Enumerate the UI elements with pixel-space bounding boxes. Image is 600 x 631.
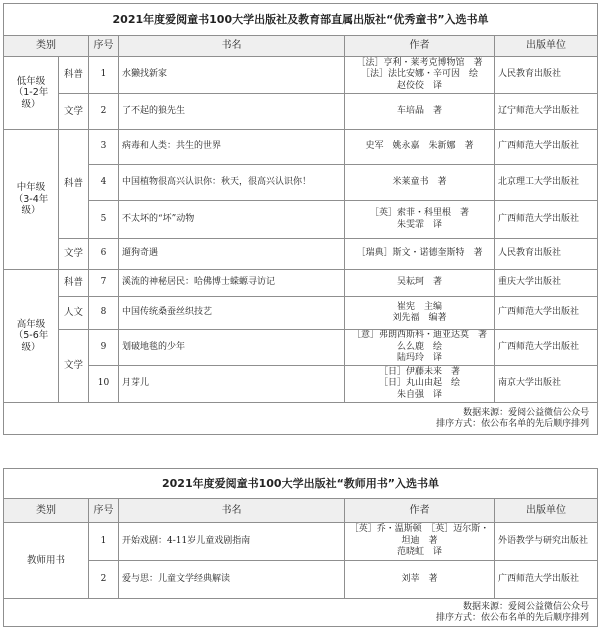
row-no: 1 — [89, 57, 119, 94]
table1-footnote — [4, 403, 598, 435]
book-title: 中国传统桑蚕丝织技艺 — [119, 297, 345, 330]
table2-title: 2021年度爱阅童书100大学出版社“教师用书”入选书单 — [4, 469, 598, 499]
subcat-science: 科普 — [59, 57, 89, 94]
header-publisher: 出版单位 — [495, 499, 598, 523]
author: 米莱童书 著 — [345, 165, 495, 201]
book-title: 爱与思：儿童文学经典解读 — [119, 561, 345, 599]
header-no: 序号 — [89, 499, 119, 523]
book-title: 月芽儿 — [119, 366, 345, 403]
author: ［英］索菲・科里根 著 朱雯霏 译 — [345, 201, 495, 239]
book-title: 中国植物很高兴认识你：秋天，很高兴认识你！ — [119, 165, 345, 201]
row-no: 1 — [89, 523, 119, 561]
author: ［英］乔・温斯顿 ［英］迈尔斯・坦迪 著 范晓虹 译 — [345, 523, 495, 561]
publisher: 辽宁师范大学出版社 — [495, 94, 598, 130]
subcat-literature: 文学 — [59, 330, 89, 403]
row-no: 7 — [89, 270, 119, 297]
header-category: 类别 — [4, 36, 89, 57]
sort-order: 排序方式：依公布名单的先后顺序排列 — [436, 418, 590, 429]
subcat-literature: 文学 — [59, 239, 89, 270]
row-no: 4 — [89, 165, 119, 201]
row-no: 10 — [89, 366, 119, 403]
publisher: 南京大学出版社 — [495, 366, 598, 403]
header-author: 作者 — [345, 36, 495, 57]
row-no: 6 — [89, 239, 119, 270]
book-title: 开始戏剧：4-11岁儿童戏剧指南 — [119, 523, 345, 561]
group-mid-grade: 中年级 （3-4年级） — [4, 130, 59, 270]
book-title: 遛狗奇遇 — [119, 239, 345, 270]
category-teacher-books: 教师用书 — [4, 523, 89, 599]
row-no: 3 — [89, 130, 119, 165]
subcat-literature: 文学 — [59, 94, 89, 130]
publisher: 北京理工大学出版社 — [495, 165, 598, 201]
author: ［法］亨利・莱考克博物馆 著 ［法］法比安娜・辛可因 绘 赵佼佼 译 — [345, 57, 495, 94]
row-no: 9 — [89, 330, 119, 366]
publisher: 人民教育出版社 — [495, 57, 598, 94]
row-no: 5 — [89, 201, 119, 239]
author: 吴耘珂 著 — [345, 270, 495, 297]
data-source: 数据来源：爱阅公益微信公众号 — [463, 601, 590, 612]
publisher: 广西师范大学出版社 — [495, 330, 598, 366]
publisher: 重庆大学出版社 — [495, 270, 598, 297]
author: 崔宪 主编 刘先福 编著 — [345, 297, 495, 330]
teacher-books-table — [3, 468, 598, 627]
header-category: 类别 — [4, 499, 89, 523]
author: 车培晶 著 — [345, 94, 495, 130]
header-publisher: 出版单位 — [495, 36, 598, 57]
group-high-grade: 高年级 （5-6年级） — [4, 270, 59, 403]
book-title: 了不起的狼先生 — [119, 94, 345, 130]
subcat-science: 科普 — [59, 130, 89, 239]
author: ［意］弗朗西斯科・迪亚达莫 著 么么鹿 绘 陆玛玲 译 — [345, 330, 495, 366]
group-low-grade: 低年级 （1-2年级） — [4, 57, 59, 130]
book-title: 划破地毯的少年 — [119, 330, 345, 366]
publisher: 人民教育出版社 — [495, 239, 598, 270]
row-no: 2 — [89, 561, 119, 599]
subcat-science: 科普 — [59, 270, 89, 297]
publisher: 广西师范大学出版社 — [495, 130, 598, 165]
publisher: 广西师范大学出版社 — [495, 561, 598, 599]
header-book: 书名 — [119, 499, 345, 523]
book-title: 不太坏的“坏”动物 — [119, 201, 345, 239]
row-no: 8 — [89, 297, 119, 330]
book-title: 水獭找新家 — [119, 57, 345, 94]
header-book: 书名 — [119, 36, 345, 57]
publisher: 外语教学与研究出版社 — [495, 523, 598, 561]
book-title: 溪流的神秘居民：哈佛博士蝾螈寻访记 — [119, 270, 345, 297]
book-title: 病毒和人类：共生的世界 — [119, 130, 345, 165]
row-no: 2 — [89, 94, 119, 130]
data-source: 数据来源：爱阅公益微信公众号 — [463, 407, 590, 418]
publisher: 广西师范大学出版社 — [495, 201, 598, 239]
table1-title: 2021年度爱阅童书100大学出版社及教育部直属出版社“优秀童书”入选书单 — [4, 4, 598, 36]
table2-footnote — [4, 599, 598, 627]
publisher: 广西师范大学出版社 — [495, 297, 598, 330]
author: 史军 姚永嘉 朱新娜 著 — [345, 130, 495, 165]
excellent-books-table — [3, 3, 598, 435]
author: ［瑞典］斯文・诺德奎斯特 著 — [345, 239, 495, 270]
header-author: 作者 — [345, 499, 495, 523]
subcat-humanities: 人文 — [59, 297, 89, 330]
sort-order: 排序方式：依公布名单的先后顺序排列 — [436, 612, 590, 623]
header-no: 序号 — [89, 36, 119, 57]
author: 刘莘 著 — [345, 561, 495, 599]
author: ［日］伊藤未来 著 ［日］丸山由起 绘 朱自强 译 — [345, 366, 495, 403]
